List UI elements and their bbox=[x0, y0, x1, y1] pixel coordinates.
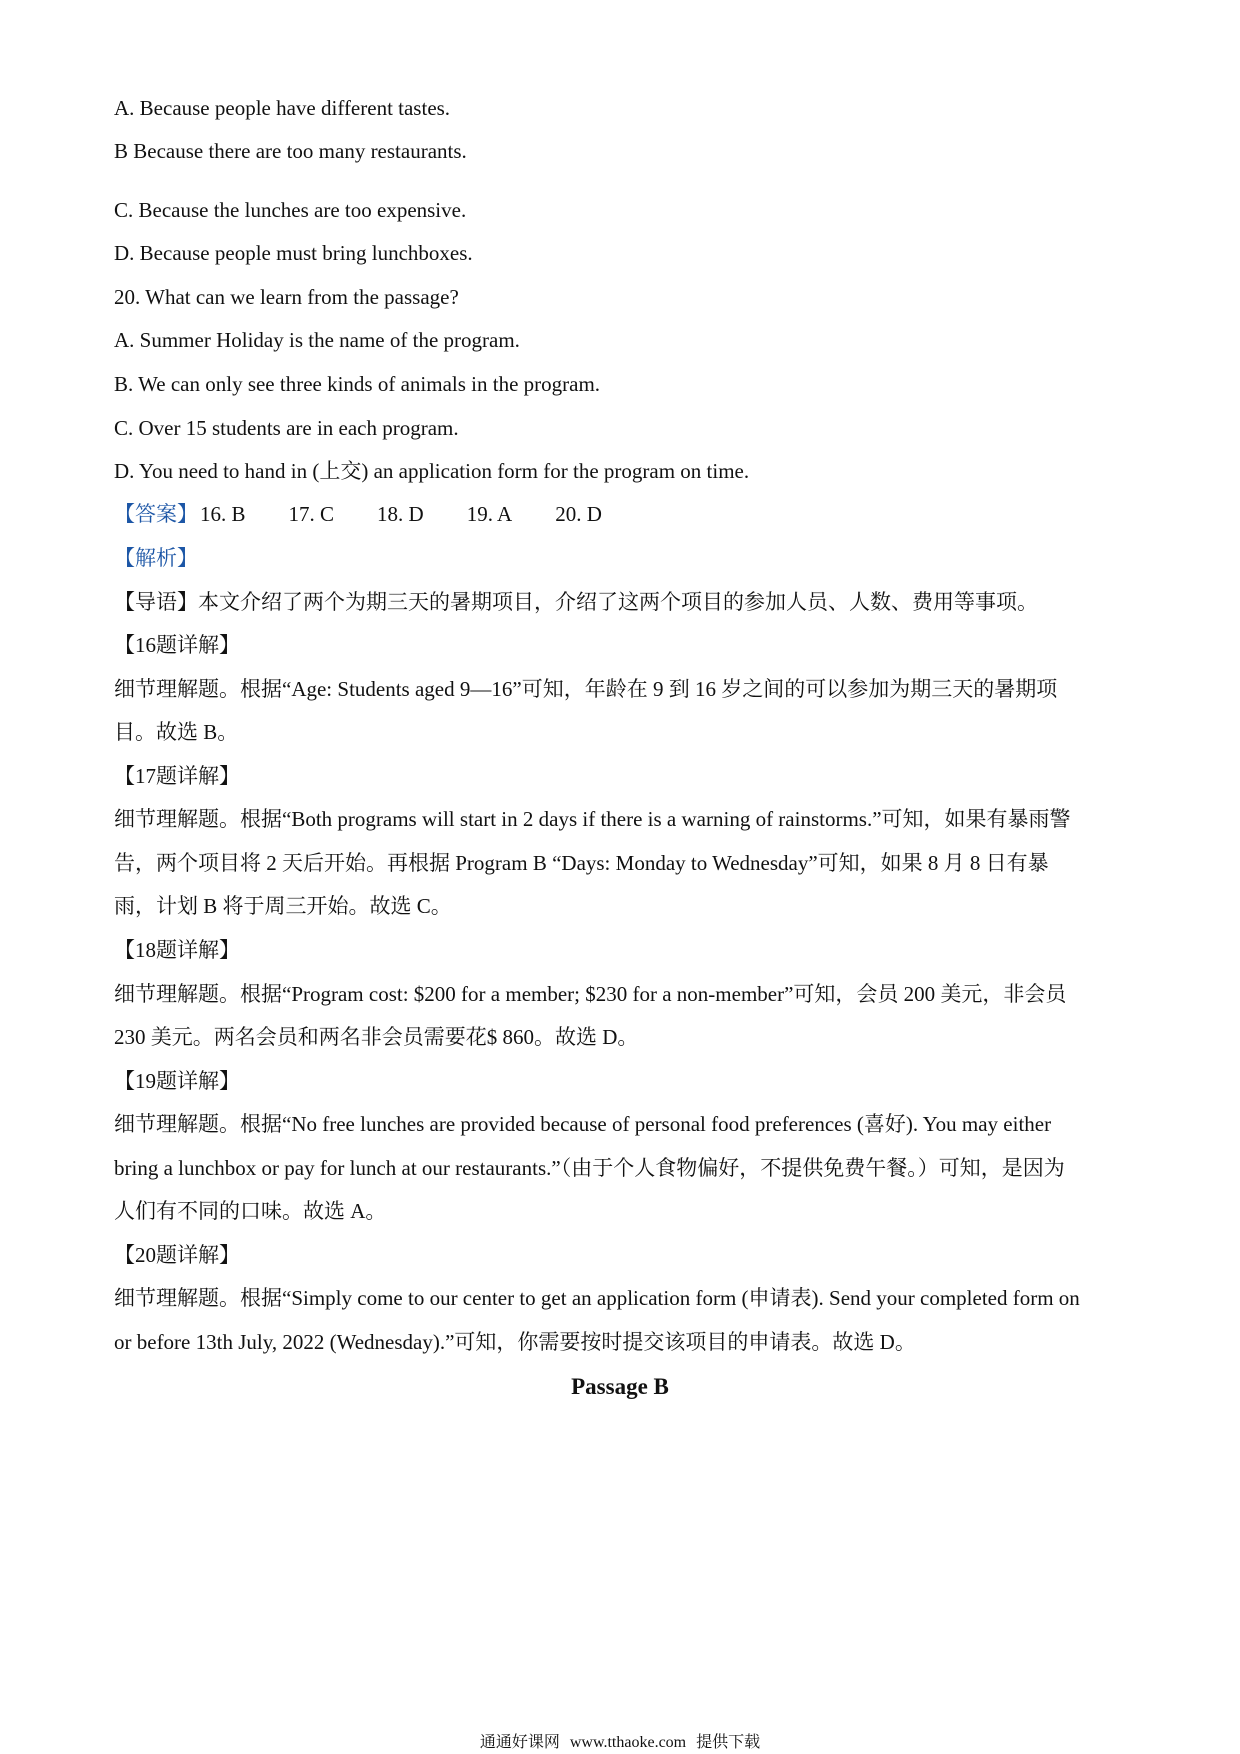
detail-17-title: 【17题详解】 bbox=[114, 764, 240, 788]
answer-item: 18. D bbox=[377, 502, 424, 526]
q19-option-b: B Because there are too many restaurants. bbox=[114, 139, 467, 163]
guide-paragraph: 【导语】本文介绍了两个为期三天的暑期项目，介绍了这两个项目的参加人员、人数、费用等事项。 bbox=[114, 590, 1038, 614]
footer-url[interactable]: www.tthaoke.com bbox=[569, 1734, 687, 1751]
answer-item: 17. C bbox=[288, 502, 335, 526]
detail-16-line: 细节理解题。根据“Age: Students aged 9—16”可知，年龄在 9 到 16 岁之间的可以参加为期三天的暑期项 bbox=[114, 677, 1058, 701]
passage-heading: Passage B bbox=[571, 1374, 669, 1399]
detail-17-line: 细节理解题。根据“Both programs will start in 2 days if there is a warning of rainstorms.”可知，如果有暴雨警 bbox=[114, 807, 1071, 831]
q19-option-a: A. Because people have different tastes. bbox=[114, 96, 451, 120]
detail-18-title: 【18题详解】 bbox=[114, 938, 240, 962]
q20-option-a: A. Summer Holiday is the name of the program. bbox=[114, 328, 520, 352]
detail-16-title: 【16题详解】 bbox=[114, 633, 240, 657]
detail-20-line: 细节理解题。根据“Simply come to our center to get an application form (申请表). Send your completed form on bbox=[114, 1286, 1080, 1310]
page-footer bbox=[0, 1733, 1240, 1752]
detail-20-line: or before 13th July, 2022 (Wednesday).”可知，你需要按时提交该项目的申请表。故选 D。 bbox=[114, 1330, 916, 1354]
answer-item: 20. D bbox=[555, 502, 602, 526]
detail-18-line: 230 美元。两名会员和两名非会员需要花$ 860。故选 D。 bbox=[114, 1025, 639, 1049]
detail-18-line: 细节理解题。根据“Program cost: $200 for a member; $230 for a non-member”可知，会员 200 美元，非会员 bbox=[114, 982, 1067, 1006]
answer-line bbox=[114, 502, 602, 526]
answer-tag: 【答案】 bbox=[114, 502, 198, 526]
detail-17-line: 告，两个项目将 2 天后开始。再根据 Program B “Days: Monday to Wednesday”可知，如果 8 月 8 日有暴 bbox=[114, 851, 1049, 875]
q19-option-d: D. Because people must bring lunchboxes. bbox=[114, 241, 473, 265]
q20-option-c: C. Over 15 students are in each program. bbox=[114, 416, 459, 440]
detail-19-line: 人们有不同的口味。故选 A。 bbox=[114, 1199, 387, 1223]
footer-site-name: 通通好课网 bbox=[479, 1732, 560, 1751]
detail-20-title: 【20题详解】 bbox=[114, 1243, 240, 1267]
detail-19-line: 细节理解题。根据“No free lunches are provided because of personal food preferences (喜好). You may either bbox=[114, 1112, 1052, 1136]
footer-note: 提供下载 bbox=[696, 1732, 761, 1751]
q20-question: 20. What can we learn from the passage? bbox=[114, 285, 459, 309]
detail-17-line: 雨，计划 B 将于周三开始。故选 C。 bbox=[114, 894, 452, 918]
answer-item: 16. B bbox=[200, 502, 246, 526]
q19-option-c: C. Because the lunches are too expensive. bbox=[114, 198, 467, 222]
answer-item: 19. A bbox=[466, 502, 513, 526]
detail-16-line: 目。故选 B。 bbox=[114, 720, 239, 744]
q20-option-b: B. We can only see three kinds of animals in the program. bbox=[114, 372, 601, 396]
analysis-tag: 【解析】 bbox=[114, 546, 198, 570]
detail-19-line: bring a lunchbox or pay for lunch at our restaurants.”（由于个人食物偏好，不提供免费午餐。）可知，是因为 bbox=[114, 1156, 1065, 1180]
detail-19-title: 【19题详解】 bbox=[114, 1069, 240, 1093]
q20-option-d: D. You need to hand in (上交) an application form for the program on time. bbox=[114, 459, 750, 483]
